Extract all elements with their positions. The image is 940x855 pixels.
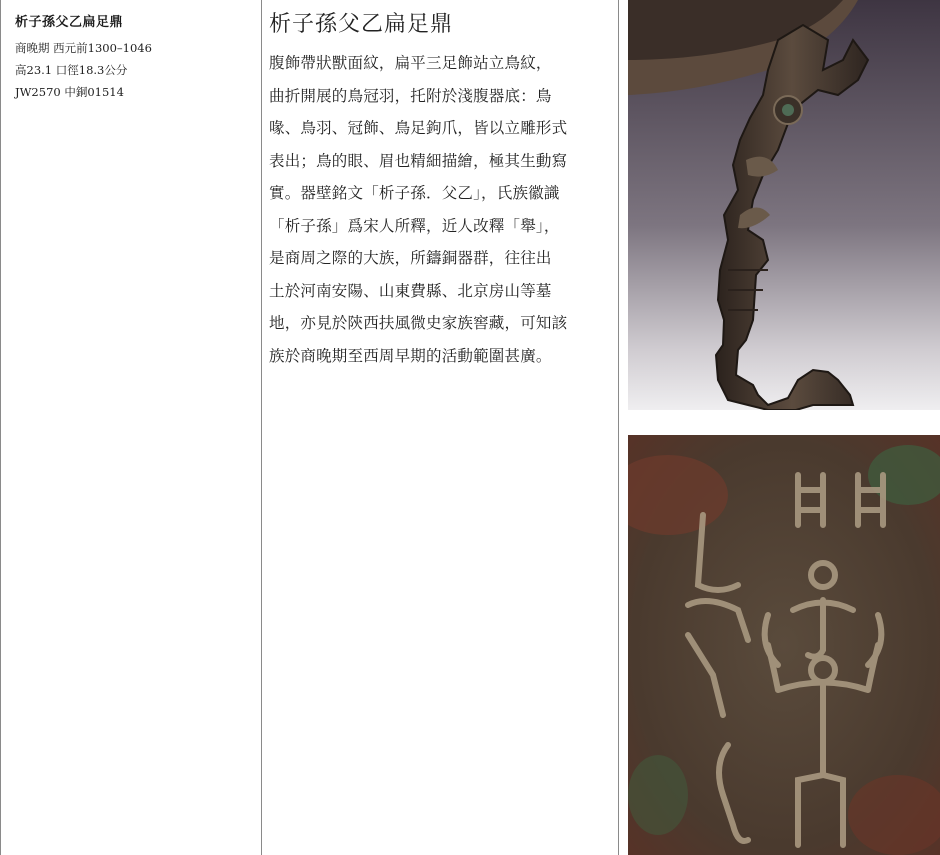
description-line: 腹飾帶狀獸面紋，扁平三足飾站立鳥紋， — [269, 54, 552, 72]
description-line: 土於河南安陽、山東費縣、北京房山等墓 — [269, 281, 552, 300]
object-catalog-number: JW2570 中銅01514 — [15, 85, 124, 99]
description-line: 是商周之際的大族，所鑄銅器群，往往出 — [269, 249, 552, 267]
description-line: 喙、鳥羽、冠飾、鳥足鉤爪，皆以立雕形式 — [269, 119, 568, 137]
bird-leg-photo — [628, 0, 940, 410]
object-period: 商晚期 西元前1300–1046 — [15, 41, 152, 55]
inscription-photo — [628, 435, 940, 855]
description-line: 表出；鳥的眼、眉也精細描繪，極其生動寫 — [269, 151, 568, 170]
description-text — [269, 47, 609, 372]
object-title: 析子孫父乙扁足鼎 — [15, 15, 124, 30]
catalog-info-column — [0, 0, 262, 855]
description-line: 地，亦見於陝西扶風微史家族窖藏，可知該 — [269, 314, 568, 332]
description-line: 曲折開展的鳥冠羽，托附於淺腹器底：鳥 — [269, 86, 552, 105]
description-line: 實。器壁銘文「析子孫．父乙」，氏族徽識 — [269, 184, 560, 202]
entry-title: 析子孫父乙扁足鼎 — [269, 12, 454, 37]
object-dimensions: 高23.1 口徑18.3公分 — [15, 63, 128, 77]
description-line: 族於商晚期至西周早期的活動範圍甚廣。 — [269, 346, 552, 365]
bird-leg-image — [628, 0, 940, 410]
photo-column — [619, 0, 940, 855]
description-line: 「析子孫」爲宋人所釋，近人改釋「舉」， — [269, 216, 560, 235]
description-column — [262, 0, 619, 855]
inscription-image — [628, 435, 940, 855]
